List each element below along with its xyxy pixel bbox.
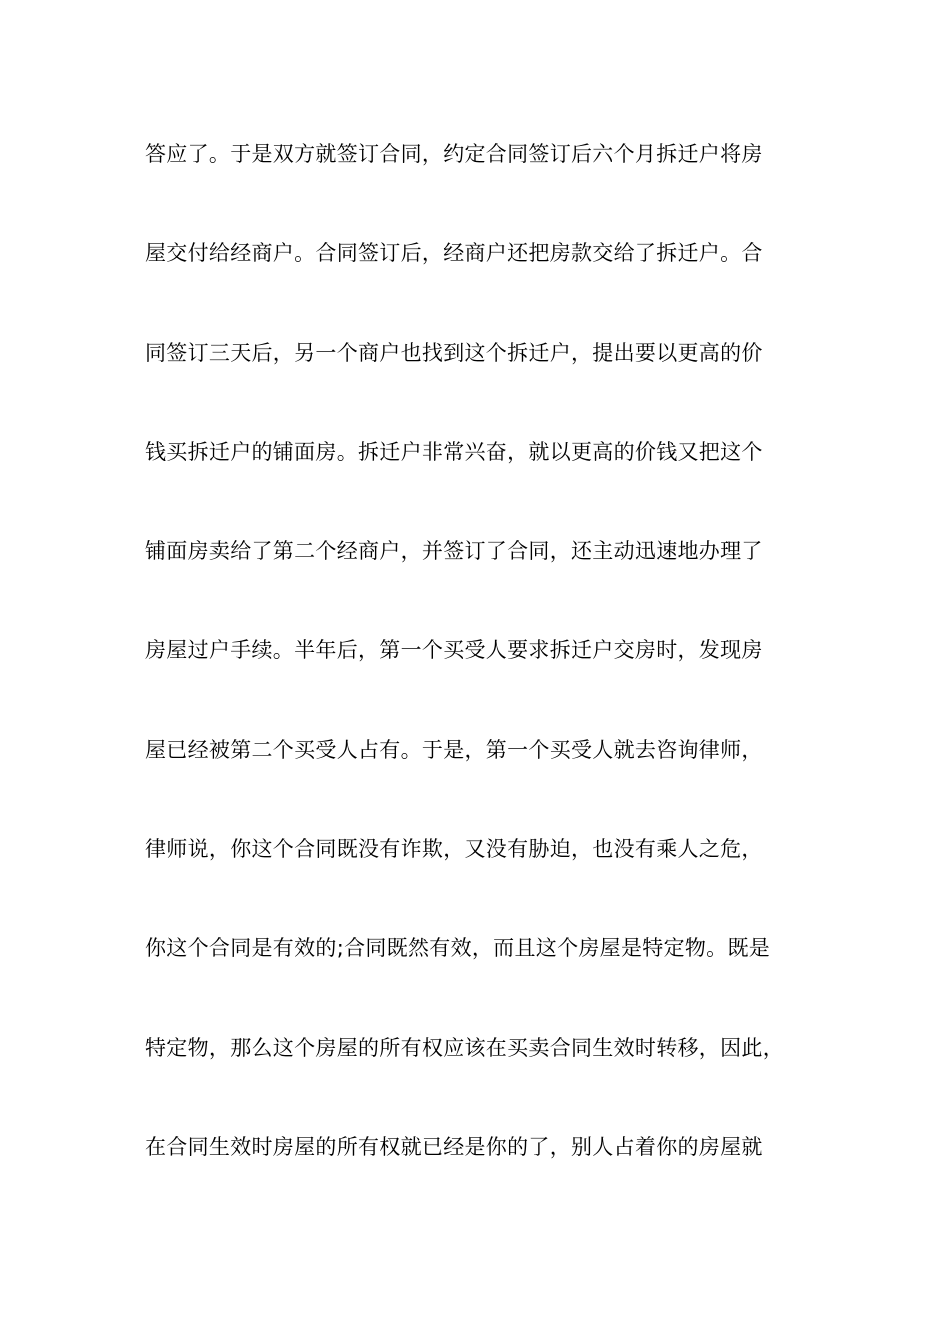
text-line: 铺面房卖给了第二个经商户，并签订了合同，还主动迅速地办理了 — [145, 539, 763, 564]
body-text — [145, 134, 825, 1226]
text-line: 律师说，你这个合同既没有诈欺，又没有胁迫，也没有乘人之危， — [145, 837, 763, 862]
text-line: 屋已经被第二个买受人占有。于是，第一个买受人就去咨询律师， — [145, 737, 763, 762]
text-line: 你这个合同是有效的;合同既然有效，而且这个房屋是特定物。既是 — [145, 936, 771, 961]
text-line: 答应了。于是双方就签订合同，约定合同签订后六个月拆迁户将房 — [145, 142, 763, 166]
text-line: 同签订三天后，另一个商户也找到这个拆迁户，提出要以更高的价 — [145, 340, 763, 365]
text-line: 屋交付给经商户。合同签订后，经商户还把房款交给了拆迁户。合 — [145, 241, 763, 266]
text-line: 特定物，那么这个房屋的所有权应该在买卖合同生效时转移，因此， — [145, 1035, 784, 1060]
text-line: 房屋过户手续。半年后，第一个买受人要求拆迁户交房时，发现房 — [145, 638, 763, 663]
text-line: 钱买拆迁户的铺面房。拆迁户非常兴奋，就以更高的价钱又把这个 — [145, 439, 763, 464]
text-line: 在合同生效时房屋的所有权就已经是你的了，别人占着你的房屋就 — [145, 1134, 763, 1159]
